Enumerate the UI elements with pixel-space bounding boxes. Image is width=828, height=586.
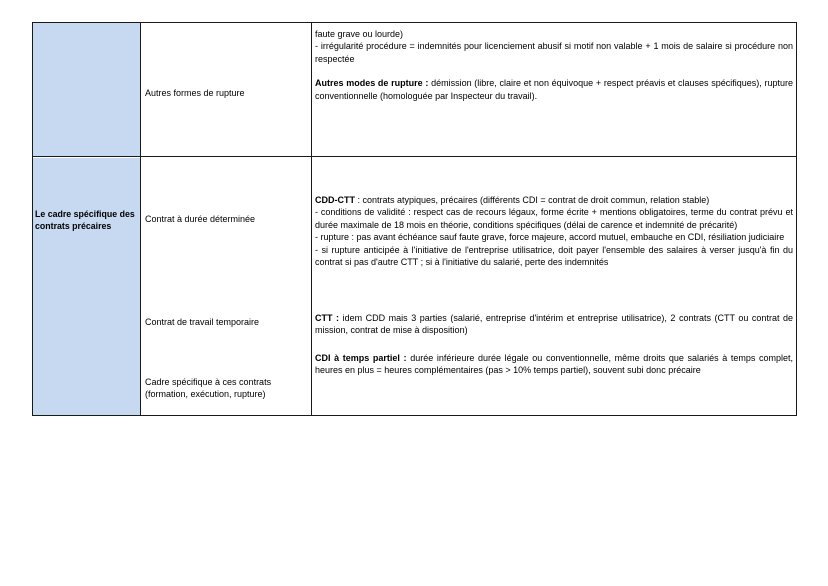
cdi-text: durée inférieure durée légale ou conventionnelle, même droits que salariés à temps complet, heures en plus = heures complémentaires (pas > 10% temps partiel), souvent subi donc précaire <box>315 353 793 376</box>
row1-line-1: faute grave ou lourde) <box>315 29 404 39</box>
cdd-intro-line <box>315 194 793 206</box>
cdi-block <box>315 352 793 377</box>
label-ctt: Contrat de travail temporaire <box>145 317 260 327</box>
row-divider <box>32 156 797 157</box>
row1-details <box>315 28 793 102</box>
column-divider-2 <box>311 22 312 416</box>
section-title-contrats-precaires: Le cadre spécifique des contrats précaires <box>35 209 135 231</box>
autres-modes-paragraph <box>315 77 793 102</box>
label-autres-formes-rupture: Autres formes de rupture <box>145 88 245 98</box>
cdd-intro: : contrats atypiques, précaires (différents CDI = contrat de droit commun, relation stable) <box>355 195 710 205</box>
label-cadre-specifique: Cadre spécifique à ces contrats (formation, exécution, rupture) <box>145 377 272 399</box>
content-table <box>32 22 797 416</box>
cdd-ctt-block <box>315 194 793 268</box>
cdd-line-anticipee: - si rupture anticipée à l'initiative de l'entreprise utilisatrice, doit payer l'ensemble des salaires à verser jusqu'à fin du contrat si pas d'autre CTT ; si à l'initiative du salarié, perte des indemnités <box>315 244 793 268</box>
cdd-line-rupture: - rupture : pas avant échéance sauf faute grave, force majeure, accord mutuel, embauche en CDI, résiliation judiciaire <box>315 232 785 243</box>
column-divider-1 <box>140 22 141 416</box>
autres-modes-text: démission (libre, claire et non équivoque + respect préavis et clauses spécifiques), rupture conventionnelle (homologuée par Inspecteur du travail). <box>315 78 793 101</box>
row1-line-2: - irrégularité procédure = indemnités pour licenciement abusif si motif non valable + 1 mois de salaire si procédure non respectée <box>315 41 793 64</box>
ctt-text: idem CDD mais 3 parties (salarié, entreprise d'intérim et entreprise utilisatrice), 2 contrats (CTT ou contrat de mission, contrat de mise à disposition) <box>315 313 793 336</box>
ctt-title: CTT : <box>315 313 340 323</box>
ctt-block <box>315 312 793 337</box>
cdd-title: CDD-CTT <box>315 195 355 205</box>
cdd-line-validite: - conditions de validité : respect cas de recours légaux, forme écrite + mentions obligatoires, terme du contrat prévu et durée maximale de 18 mois en théorie, conditions spécifiques (délai de carence et indemnité de précarité) <box>315 207 793 230</box>
cdi-title: CDI à temps partiel : <box>315 353 407 363</box>
autres-modes-title: Autres modes de rupture : <box>315 78 429 89</box>
label-cdd: Contrat à durée déterminée <box>145 214 256 224</box>
